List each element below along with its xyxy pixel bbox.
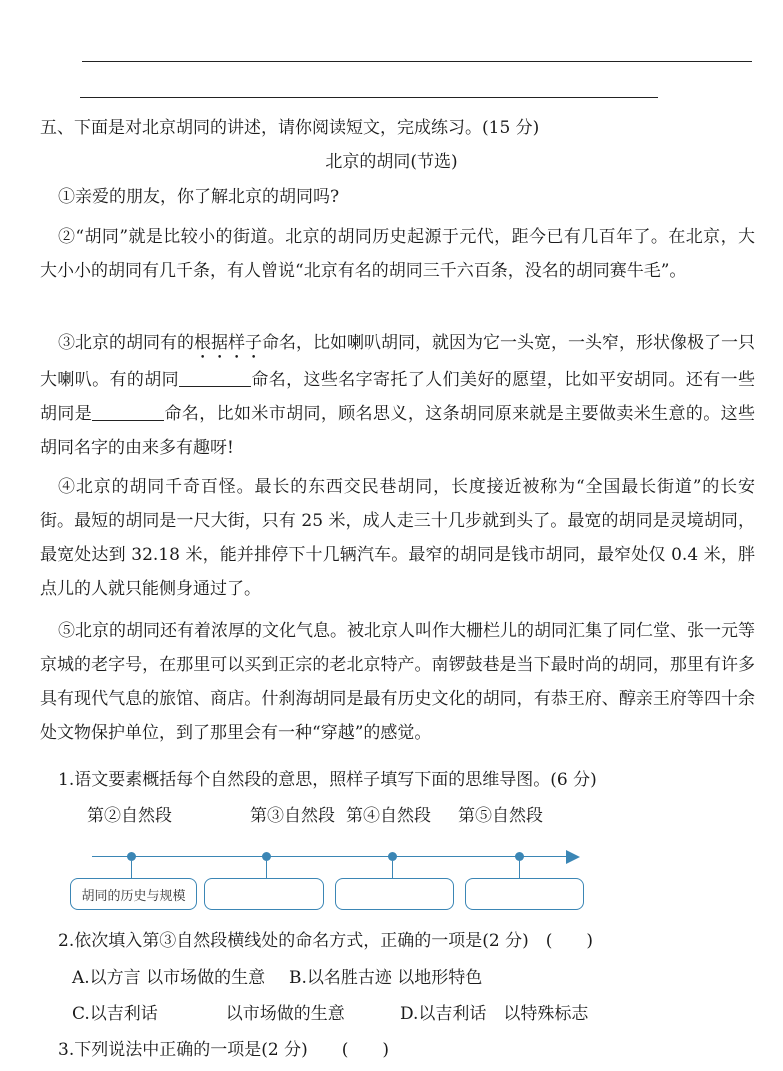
map-node bbox=[127, 852, 136, 861]
paragraph-3-dotted: 根据样子 bbox=[194, 333, 262, 353]
paragraph-3 bbox=[40, 326, 755, 465]
answer-line-1 bbox=[82, 61, 752, 62]
paragraph-5: ⑤北京的胡同还有着浓厚的文化气息。被北京人叫作大栅栏儿的胡同汇集了同仁堂、张一元等京城的老字号，在那里可以买到正宗的老北京特产。南锣鼓巷是当下最时尚的胡同，那里有许多具有现代气息的旅馆、商店。什刹海胡同是最有历史文化的胡同，有恭王府、醇亲王府等四十余处文物保护单位，到了那里会有一种“穿越”的感觉。 bbox=[40, 621, 755, 743]
paragraph-3-part-c: 命名，这些名字寄托了人们美好的愿望，比如平安胡同。还有一些胡同是 bbox=[40, 370, 756, 424]
map-connector bbox=[266, 861, 267, 878]
map-connector bbox=[392, 861, 393, 878]
mind-map-axis bbox=[92, 856, 568, 857]
option-c[interactable]: C.以吉利话 以市场做的生意 bbox=[72, 1004, 345, 1024]
map-box-3[interactable] bbox=[335, 878, 454, 910]
map-label-5: 第⑤自然段 bbox=[458, 806, 543, 826]
article-title: 北京的胡同(节选) bbox=[325, 152, 458, 172]
map-label-3: 第③自然段 bbox=[250, 806, 335, 826]
paragraph-4: ④北京的胡同千奇百怪。最长的东西交民巷胡同，长度接近被称为“全国最长街道”的长安街。最短的胡同是一尺大街，只有 25 米，成人走三十几步就到头了。最宽的胡同是灵境胡同，最宽处达到 32.18 米，能并排停下十几辆汽车。最窄的胡同是钱市胡同，最窄处仅 0.4 米，胖点儿的人就只能侧身通过了。 bbox=[40, 477, 755, 599]
map-connector bbox=[131, 861, 132, 878]
question-1: 1.语文要素概括每个自然段的意思，照样子填写下面的思维导图。(6 分) bbox=[58, 770, 597, 790]
fill-blank-2[interactable] bbox=[92, 402, 164, 421]
paragraph-1: ①亲爱的朋友，你了解北京的胡同吗? bbox=[58, 187, 340, 207]
map-box-4[interactable] bbox=[465, 878, 584, 910]
option-b[interactable]: B.以名胜古迹 以地形特色 bbox=[289, 968, 483, 988]
map-connector bbox=[519, 861, 520, 878]
map-box-2[interactable] bbox=[204, 878, 324, 910]
question-intro: 五、下面是对北京胡同的讲述，请你阅读短文，完成练习。(15 分) bbox=[40, 118, 540, 138]
option-a[interactable]: A.以方言 以市场做的生意 bbox=[72, 968, 266, 988]
map-label-2: 第②自然段 bbox=[87, 806, 172, 826]
answer-line-2 bbox=[80, 97, 658, 98]
arrow-head-icon bbox=[566, 850, 580, 864]
paragraph-3-part-a: ③北京的胡同有的 bbox=[58, 333, 194, 353]
paragraph-3-part-b: 命名，比如喇叭胡同，就因为它一头宽，一头窄，形状像极了一只大喇叭。有的胡同 bbox=[40, 333, 755, 390]
map-node bbox=[515, 852, 524, 861]
paragraph-2: ②“胡同”就是比较小的街道。北京的胡同历史起源于元代，距今已有几百年了。在北京，大大小小的胡同有几千条，有人曾说“北京有名的胡同三千六百条，没名的胡同赛牛毛”。 bbox=[40, 227, 755, 281]
map-node bbox=[388, 852, 397, 861]
map-node bbox=[262, 852, 271, 861]
paragraph-3-part-d: 命名，比如米市胡同，顾名思义，这条胡同原来就是主要做卖米生意的。这些胡同名字的由来多有趣呀! bbox=[40, 404, 756, 458]
question-2: 2.依次填入第③自然段横线处的命名方式，正确的一项是(2 分) ( ) bbox=[58, 931, 593, 951]
fill-blank-1[interactable] bbox=[179, 368, 251, 387]
map-label-4: 第④自然段 bbox=[346, 806, 431, 826]
map-box-1: 胡同的历史与规模 bbox=[70, 878, 197, 910]
option-d[interactable]: D.以吉利话 以特殊标志 bbox=[400, 1004, 589, 1024]
question-3: 3.下列说法中正确的一项是(2 分) ( ) bbox=[58, 1040, 389, 1060]
